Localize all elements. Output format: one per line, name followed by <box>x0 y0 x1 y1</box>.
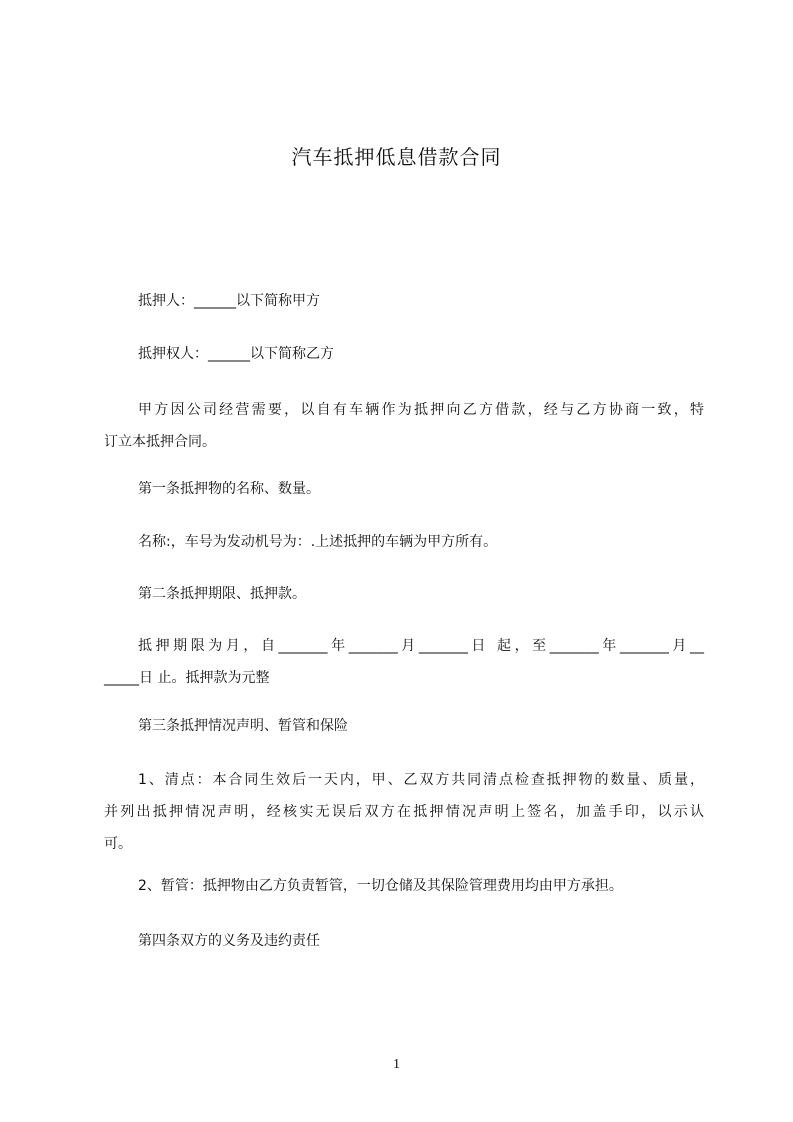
article-2-body-line-2: _____日 止。抵押款为元整 <box>104 670 270 686</box>
article-1-body: 名称:，车号为发动机号为：.上述抵押的车辆为甲方所有。 <box>138 534 498 550</box>
article-2-body <box>104 630 704 694</box>
page-number: 1 <box>393 1057 400 1072</box>
clause-1-line-2: 并列出抵押情况声明，经核实无误后双方在抵押情况声明上签名，加盖手印，以示认 <box>104 804 704 820</box>
intro-paragraph <box>104 394 704 458</box>
article-3-heading: 第三条抵押情况声明、暂管和保险 <box>138 718 348 734</box>
clause-2-text: 2、暂管：抵押物由乙方负责暂管，一切仓储及其保险管理费用均由甲方承担。 <box>138 878 623 894</box>
intro-line-2: 订立本抵押合同。 <box>104 434 216 450</box>
article-2-body-line-1: 抵押期限为月，自_______年_______月_______日 起，至_______年_______月__ <box>138 638 704 654</box>
article-2-heading: 第二条抵押期限、抵押款。 <box>138 586 306 602</box>
clause-1-line-3: 可。 <box>104 836 132 852</box>
mortgagor-line: 抵押人：______以下简称甲方 <box>138 293 320 309</box>
article-1-heading: 第一条抵押物的名称、数量。 <box>138 481 320 497</box>
mortgagee-line: 抵押权人：______以下简称乙方 <box>138 346 334 362</box>
clause-1-paragraph <box>104 764 704 860</box>
article-4-heading: 第四条双方的义务及违约责任 <box>138 933 320 949</box>
document-title: 汽车抵押低息借款合同 <box>291 145 502 169</box>
clause-1-line-1: 1、清点：本合同生效后一天内，甲、乙双方共同清点检查抵押物的数量、质量， <box>138 772 704 788</box>
intro-line-1: 甲方因公司经营需要，以自有车辆作为抵押向乙方借款，经与乙方协商一致，特 <box>138 402 704 418</box>
